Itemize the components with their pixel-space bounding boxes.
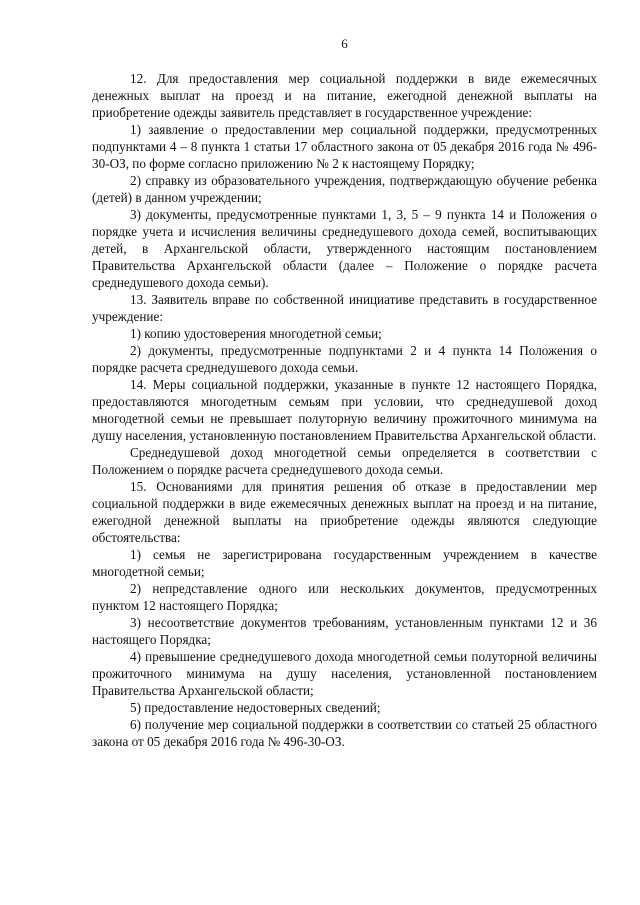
paragraph-12-item-2: 2) справку из образовательного учреждения, подтверждающую обучение ребенка (детей) в данном учреждении;	[92, 173, 597, 205]
paragraph-15-item-2: 2) непредставление одного или нескольких документов, предусмотренных пунктом 12 настоящего Порядка;	[92, 581, 597, 613]
page-number: 6	[341, 36, 348, 51]
paragraph-15-item-4: 4) превышение среднедушевого дохода многодетной семьи полуторной величины прожиточного минимума на душу населения, установленной постановлением Правительства Архангельской области;	[92, 649, 597, 698]
paragraph-14-note: Среднедушевой доход многодетной семьи определяется в соответствии с Положением о порядке расчета среднедушевого дохода семьи.	[92, 445, 597, 477]
paragraph-12-item-1: 1) заявление о предоставлении мер социальной поддержки, предусмотренных подпунктами 4 – 8 пункта 1 статьи 17 областного закона от 05 декабря 2016 года № 496-30-ОЗ, по форме согласно приложению № 2 к настоящему Порядку;	[92, 122, 597, 171]
paragraph-15-item-3: 3) несоответствие документов требованиям, установленным пунктами 12 и 36 настоящего Порядка;	[92, 615, 597, 647]
paragraph-13: 13. Заявитель вправе по собственной инициативе представить в государственное учреждение:	[92, 292, 597, 324]
document-page	[92, 36, 597, 750]
paragraph-14: 14. Меры социальной поддержки, указанные в пункте 12 настоящего Порядка, предоставляются многодетным семьям при условии, что среднедушевой доход многодетной семьи не превышает полуторную величину прожиточного минимума на душу населения, установленную постановлением Правительства Архангельской области.	[92, 377, 597, 443]
paragraph-13-item-1: 1) копию удостоверения многодетной семьи;	[130, 326, 382, 341]
paragraph-15: 15. Основаниями для принятия решения об отказе в предоставлении мер социальной поддержки в виде ежемесячных денежных выплат на проезд и на питание, ежегодной денежной выплаты на приобретение одежды являются следующие обстоятельства:	[92, 479, 597, 545]
paragraph-15-item-5: 5) предоставление недостоверных сведений;	[130, 700, 381, 715]
paragraph-15-item-6: 6) получение мер социальной поддержки в соответствии со статьей 25 областного закона от 05 декабря 2016 года № 496-30-ОЗ.	[92, 717, 597, 749]
paragraph-12-item-3: 3) документы, предусмотренные пунктами 1, 3, 5 – 9 пункта 14 и Положения о порядке учета и исчисления величины среднедушевого дохода семей, воспитывающих детей, в Архангельской области, утвержденного настоящим постановлением Правительства Архангельской области (далее – Положение о порядке расчета среднедушевого дохода семьи).	[92, 207, 597, 290]
paragraph-13-item-2: 2) документы, предусмотренные подпунктами 2 и 4 пункта 14 Положения о порядке расчета среднедушевого дохода семьи.	[92, 343, 597, 375]
paragraph-15-item-1: 1) семья не зарегистрирована государственным учреждением в качестве многодетной семьи;	[92, 547, 597, 579]
paragraph-12: 12. Для предоставления мер социальной поддержки в виде ежемесячных денежных выплат на проезд и на питание, ежегодной денежной выплаты на приобретение одежды заявитель представляет в государственное учреждение:	[92, 71, 597, 120]
